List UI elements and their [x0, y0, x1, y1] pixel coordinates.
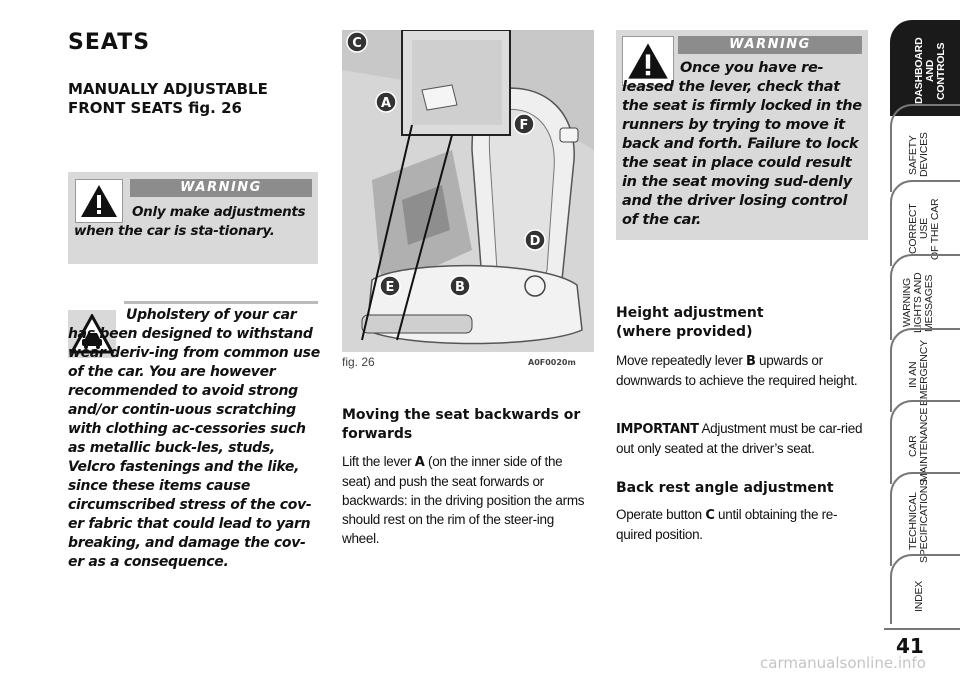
tab-car-maintenance[interactable]: CAR MAINTENANCE: [890, 400, 960, 484]
backrest-heading: Back rest angle adjustment: [616, 480, 834, 496]
callout-label-f: F: [519, 118, 529, 133]
chapter-sidebar: [884, 0, 960, 677]
height-adjustment-heading: Height adjustment (where provided): [616, 305, 764, 340]
page-number: 41: [896, 634, 924, 658]
tab-dashboard-and-controls[interactable]: DASHBOARD AND CONTROLS: [890, 20, 960, 116]
tab-safety-devices[interactable]: SAFETY DEVICES: [890, 104, 960, 192]
tab-in-an-emergency[interactable]: IN AN EMERGENCY: [890, 328, 960, 412]
figure-code: A0F0020m: [528, 358, 576, 367]
tab-technical-specifications[interactable]: TECHNICAL SPECIFICATIONS: [890, 472, 960, 566]
tab-warning-lights[interactable]: WARNING LIGHTS AND MESSAGES: [890, 254, 960, 340]
warning-box-lock: [616, 30, 868, 240]
figure-caption: fig. 26: [342, 355, 375, 369]
seat-illustration: [342, 30, 594, 352]
watermark: carmanualsonline.info: [760, 654, 926, 672]
section-subtitle: MANUALLY ADJUSTABLE FRONT SEATS fig. 26: [68, 80, 268, 117]
warning-box-stationary: [68, 172, 318, 264]
warning-text: Once you have re-leased the lever, check that the seat is firmly locked in the runners by trying to move it back and forth. Failure to lock the seat in place could result in the seat moving sud-denly and the driver losing control of the car.: [622, 60, 862, 228]
tab-correct-use[interactable]: CORRECT USE OF THE CAR: [890, 180, 960, 266]
tab-index[interactable]: INDEX: [890, 554, 960, 624]
upholstery-note-text: Upholstery of your car has been designed to withstand wear deriv-ing from common use of the car. You are however recommended to avoid strong and/or contin-uous scratching with clothing ac-cessories such as metallic buck-les, studs, Velcro fastenings and the like, since these items cause circumscribed stress of the cov-er fabric that could lead to yarn breaking, and damage the cov-er as a consequence.: [68, 307, 320, 570]
callout-label-b: B: [455, 280, 465, 295]
note-divider: [124, 301, 318, 304]
moving-seat-heading: Moving the seat backwards or forwards: [342, 407, 581, 442]
callout-label-d: D: [529, 234, 541, 249]
height-adjustment-text: Move repeatedly lever B upwards or downwards to achieve the required height.: [616, 353, 858, 388]
warning-header: WARNING: [678, 36, 862, 54]
callout-label-c: C: [352, 36, 362, 51]
backrest-text: Operate button C until obtaining the re-quired position.: [616, 507, 838, 542]
warning-header: WARNING: [130, 179, 312, 197]
page-title: SEATS: [68, 30, 151, 55]
figure-seat-adjustment: [342, 30, 594, 352]
callout-label-e: E: [385, 280, 395, 295]
important-note: IMPORTANT Adjustment must be car-ried out only seated at the driver’s seat.: [616, 421, 863, 456]
warning-text: Only make adjustments when the car is sta-tionary.: [74, 204, 306, 239]
callout-label-a: A: [380, 96, 392, 111]
moving-seat-text: Lift the lever A (on the inner side of the seat) and push the seat forwards or backwards: in the driving position the arms should rest on the rim of the steer-ing wheel.: [342, 454, 585, 546]
